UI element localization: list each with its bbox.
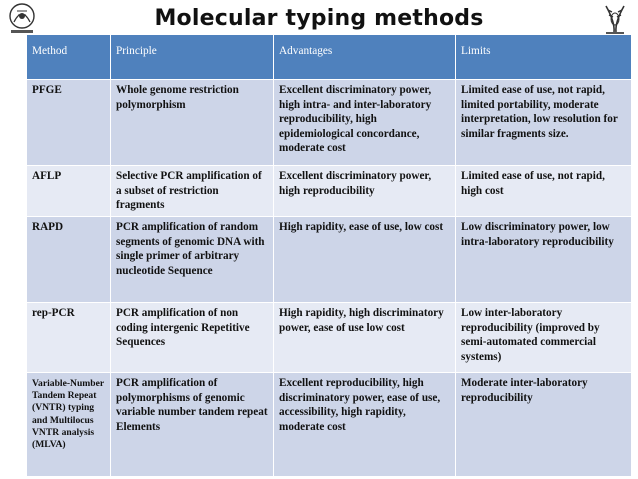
advantages-cell: High rapidity, ease of use, low cost bbox=[274, 217, 456, 303]
header-method: Method bbox=[27, 35, 111, 80]
method-cell: rep-PCR bbox=[27, 303, 111, 373]
page-title: Molecular typing methods bbox=[154, 6, 484, 31]
limits-cell: Low discriminatory power, low intra-laboratory reproducibility bbox=[456, 217, 632, 303]
table-header-row bbox=[27, 35, 632, 80]
table-row bbox=[27, 80, 632, 166]
header-limits: Limits bbox=[456, 35, 632, 80]
principle-cell: Whole genome restriction polymorphism bbox=[111, 80, 274, 166]
method-cell: Variable-Number Tandem Repeat (VNTR) typing and Multilocus VNTR analysis (MLVA) bbox=[27, 373, 111, 477]
limits-cell: Moderate inter-laboratory reproducibility bbox=[456, 373, 632, 477]
header-principle: Principle bbox=[111, 35, 274, 80]
limits-cell: Limited ease of use, not rapid, high cost bbox=[456, 166, 632, 217]
typing-methods-table bbox=[26, 34, 632, 477]
principle-cell: PCR amplification of non coding intergenic Repetitive Sequences bbox=[111, 303, 274, 373]
table-row bbox=[27, 373, 632, 477]
method-cell: AFLP bbox=[27, 166, 111, 217]
method-cell: PFGE bbox=[27, 80, 111, 166]
table-row bbox=[27, 166, 632, 217]
table-row bbox=[27, 217, 632, 303]
table-row bbox=[27, 303, 632, 373]
advantages-cell: High rapidity, high discriminatory power, ease of use low cost bbox=[274, 303, 456, 373]
limits-cell: Limited ease of use, not rapid, limited portability, moderate interpretation, low resolution for similar fragments size. bbox=[456, 80, 632, 166]
principle-cell: PCR amplification of random segments of genomic DNA with single primer of arbitrary nucleotide Sequence bbox=[111, 217, 274, 303]
principle-cell: PCR amplification of polymorphisms of genomic variable number tandem repeat Elements bbox=[111, 373, 274, 477]
limits-cell: Low inter-laboratory reproducibility (improved by semi-automated commercial systems) bbox=[456, 303, 632, 373]
wheat-emblem-icon bbox=[598, 2, 632, 36]
advantages-cell: Excellent reproducibility, high discriminatory power, ease of use, accessibility, high rapidity, moderate cost bbox=[274, 373, 456, 477]
header-advantages: Advantages bbox=[274, 35, 456, 80]
advantages-cell: Excellent discriminatory power, high reproducibility bbox=[274, 166, 456, 217]
principle-cell: Selective PCR amplification of a subset of restriction fragments bbox=[111, 166, 274, 217]
method-cell: RAPD bbox=[27, 217, 111, 303]
advantages-cell: Excellent discriminatory power, high intra- and inter-laboratory reproducibility, high epidemiological concordance, moderate cost bbox=[274, 80, 456, 166]
